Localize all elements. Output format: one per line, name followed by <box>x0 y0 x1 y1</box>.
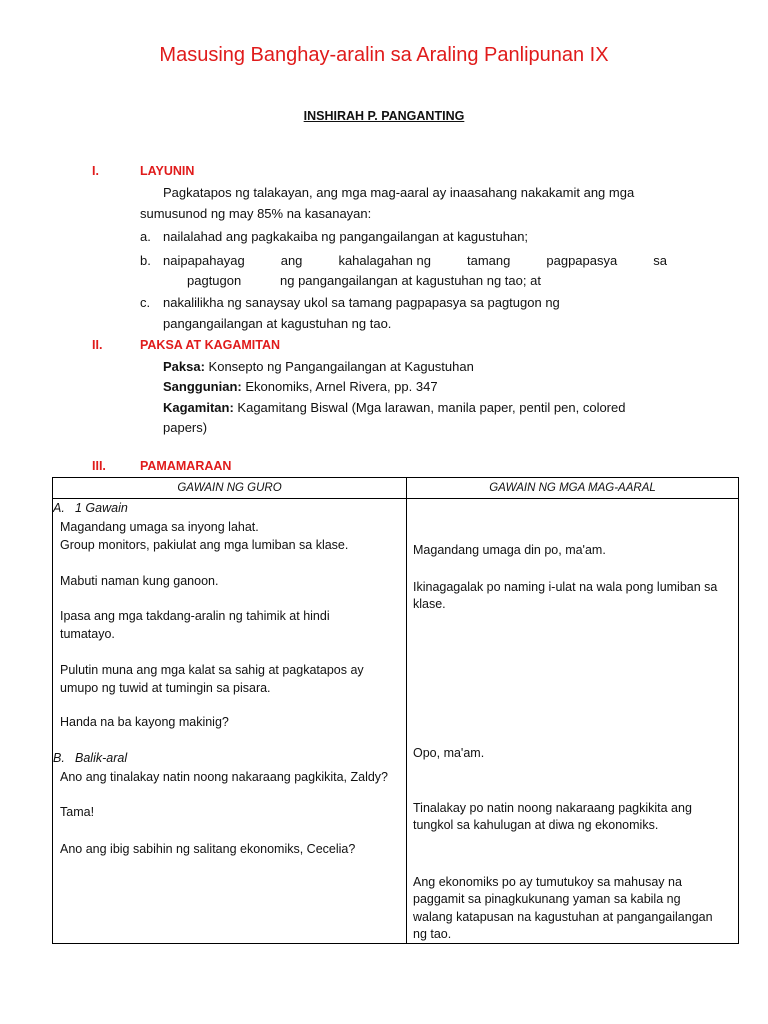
section-heading-layunin: LAYUNIN <box>140 164 195 178</box>
mag-aaral-line: paggamit sa pinagkukunang yaman sa kabila ng <box>413 892 681 906</box>
layunin-intro-line-2: sumusunod ng may 85% na kasanayan: <box>140 206 372 221</box>
kagamitan-value-line-1: Kagamitang Biswal (Mga larawan, manila paper, pentil pen, colored <box>237 400 626 415</box>
objective-c-marker: c. <box>140 295 151 310</box>
objective-b-word: naipapahayag <box>163 253 245 268</box>
mag-aaral-line: tungkol sa kahulugan at diwa ng ekonomiks. <box>413 818 659 832</box>
section-numeral-1: I. <box>92 164 99 178</box>
paksa-value: Konsepto ng Pangangailangan at Kagustuhan <box>208 359 474 374</box>
guro-line: Tama! <box>60 805 95 819</box>
mag-aaral-line: Opo, ma'am. <box>413 746 485 760</box>
guro-line: Mabuti naman kung ganoon. <box>60 574 219 588</box>
objective-a-marker: a. <box>140 229 151 244</box>
guro-column <box>53 499 407 944</box>
objective-b-word: tamang <box>466 253 511 268</box>
objective-b-word: kahalagahan ng <box>338 253 431 268</box>
objective-b-word: ang <box>280 253 303 268</box>
paksa-label: Paksa: <box>163 359 205 374</box>
section-a-marker: A. <box>53 501 65 515</box>
guro-line: Pulutin muna ang mga kalat sa sahig at pagkatapos ay <box>60 663 364 677</box>
guro-line: tumatayo. <box>60 627 115 641</box>
mag-aaral-line: Tinalakay po natin noong nakaraang pagkikita ang <box>413 801 692 815</box>
objective-c-line-2: pangangailangan at kagustuhan ng tao. <box>163 316 392 331</box>
section-heading-paksa: PAKSA AT KAGAMITAN <box>140 338 281 352</box>
objective-b-line-1 <box>163 250 667 271</box>
sanggunian-row <box>163 376 438 397</box>
mag-aaral-line: walang katapusan na kagustuhan at pangangailangan <box>413 910 713 924</box>
paksa-row <box>163 356 474 377</box>
table-row <box>53 499 739 944</box>
section-b-marker: B. <box>53 751 65 765</box>
table-header-row <box>53 478 739 499</box>
objective-a-text: nailalahad ang pagkakaiba ng pangangailangan at kagustuhan; <box>163 229 529 244</box>
objective-b-line-2-start: pagtugon <box>187 273 242 288</box>
guro-line: Ano ang ibig sabihin ng salitang ekonomiks, Cecelia? <box>60 842 356 856</box>
mag-aaral-column <box>407 499 739 944</box>
kagamitan-value-line-2: papers) <box>163 420 208 435</box>
guro-line: Magandang umaga sa inyong lahat. <box>60 520 259 534</box>
section-b-title: Balik-aral <box>75 751 128 765</box>
section-numeral-2: II. <box>92 338 103 352</box>
objective-b-word: pagpapasya <box>546 253 618 268</box>
document-title: Masusing Banghay-aralin sa Araling Panlipunan IX <box>159 44 609 66</box>
guro-line: Group monitors, pakiulat ang mga lumiban sa klase. <box>60 538 349 552</box>
layunin-intro-line-1: Pagkatapos ng talakayan, ang mga mag-aaral ay inaasahang nakakamit ang mga <box>163 185 635 200</box>
mag-aaral-line: Ang ekonomiks po ay tumutukoy sa mahusay na <box>413 875 682 889</box>
mag-aaral-line: Magandang umaga din po, ma'am. <box>413 543 606 557</box>
objective-b-line-2-rest: ng pangangailangan at kagustuhan ng tao; at <box>280 273 541 288</box>
objective-c-line-1: nakalilikha ng sanaysay ukol sa tamang pagpapasya sa pagtugon ng <box>163 295 560 310</box>
sanggunian-label: Sanggunian: <box>163 379 242 394</box>
mag-aaral-line: klase. <box>413 597 446 611</box>
author-name: INSHIRAH P. PANGANTING <box>303 109 465 123</box>
section-heading-pamamaraan: PAMAMARAAN <box>140 459 232 473</box>
header-gawain-guro: GAWAIN NG GURO <box>53 478 407 499</box>
header-gawain-mag-aaral: GAWAIN NG MGA MAG-AARAL <box>407 478 739 499</box>
procedure-table <box>52 477 739 944</box>
objective-b-marker: b. <box>140 253 151 268</box>
section-a-title: 1 Gawain <box>75 501 128 515</box>
guro-line: Ano ang tinalakay natin noong nakaraang pagkikita, Zaldy? <box>60 770 389 784</box>
mag-aaral-line: ng tao. <box>413 927 452 941</box>
sanggunian-value: Ekonomiks, Arnel Rivera, pp. 347 <box>245 379 438 394</box>
objective-b-word: sa <box>653 253 667 268</box>
guro-line: umupo ng tuwid at tumingin sa pisara. <box>60 681 271 695</box>
section-numeral-3: III. <box>92 459 106 473</box>
guro-line: Ipasa ang mga takdang-aralin ng tahimik at hindi <box>60 609 330 623</box>
mag-aaral-line: Ikinagagalak po naming i-ulat na wala pong lumiban sa <box>413 580 718 594</box>
guro-line: Handa na ba kayong makinig? <box>60 715 229 729</box>
kagamitan-row <box>163 397 625 418</box>
kagamitan-label: Kagamitan: <box>163 400 234 415</box>
